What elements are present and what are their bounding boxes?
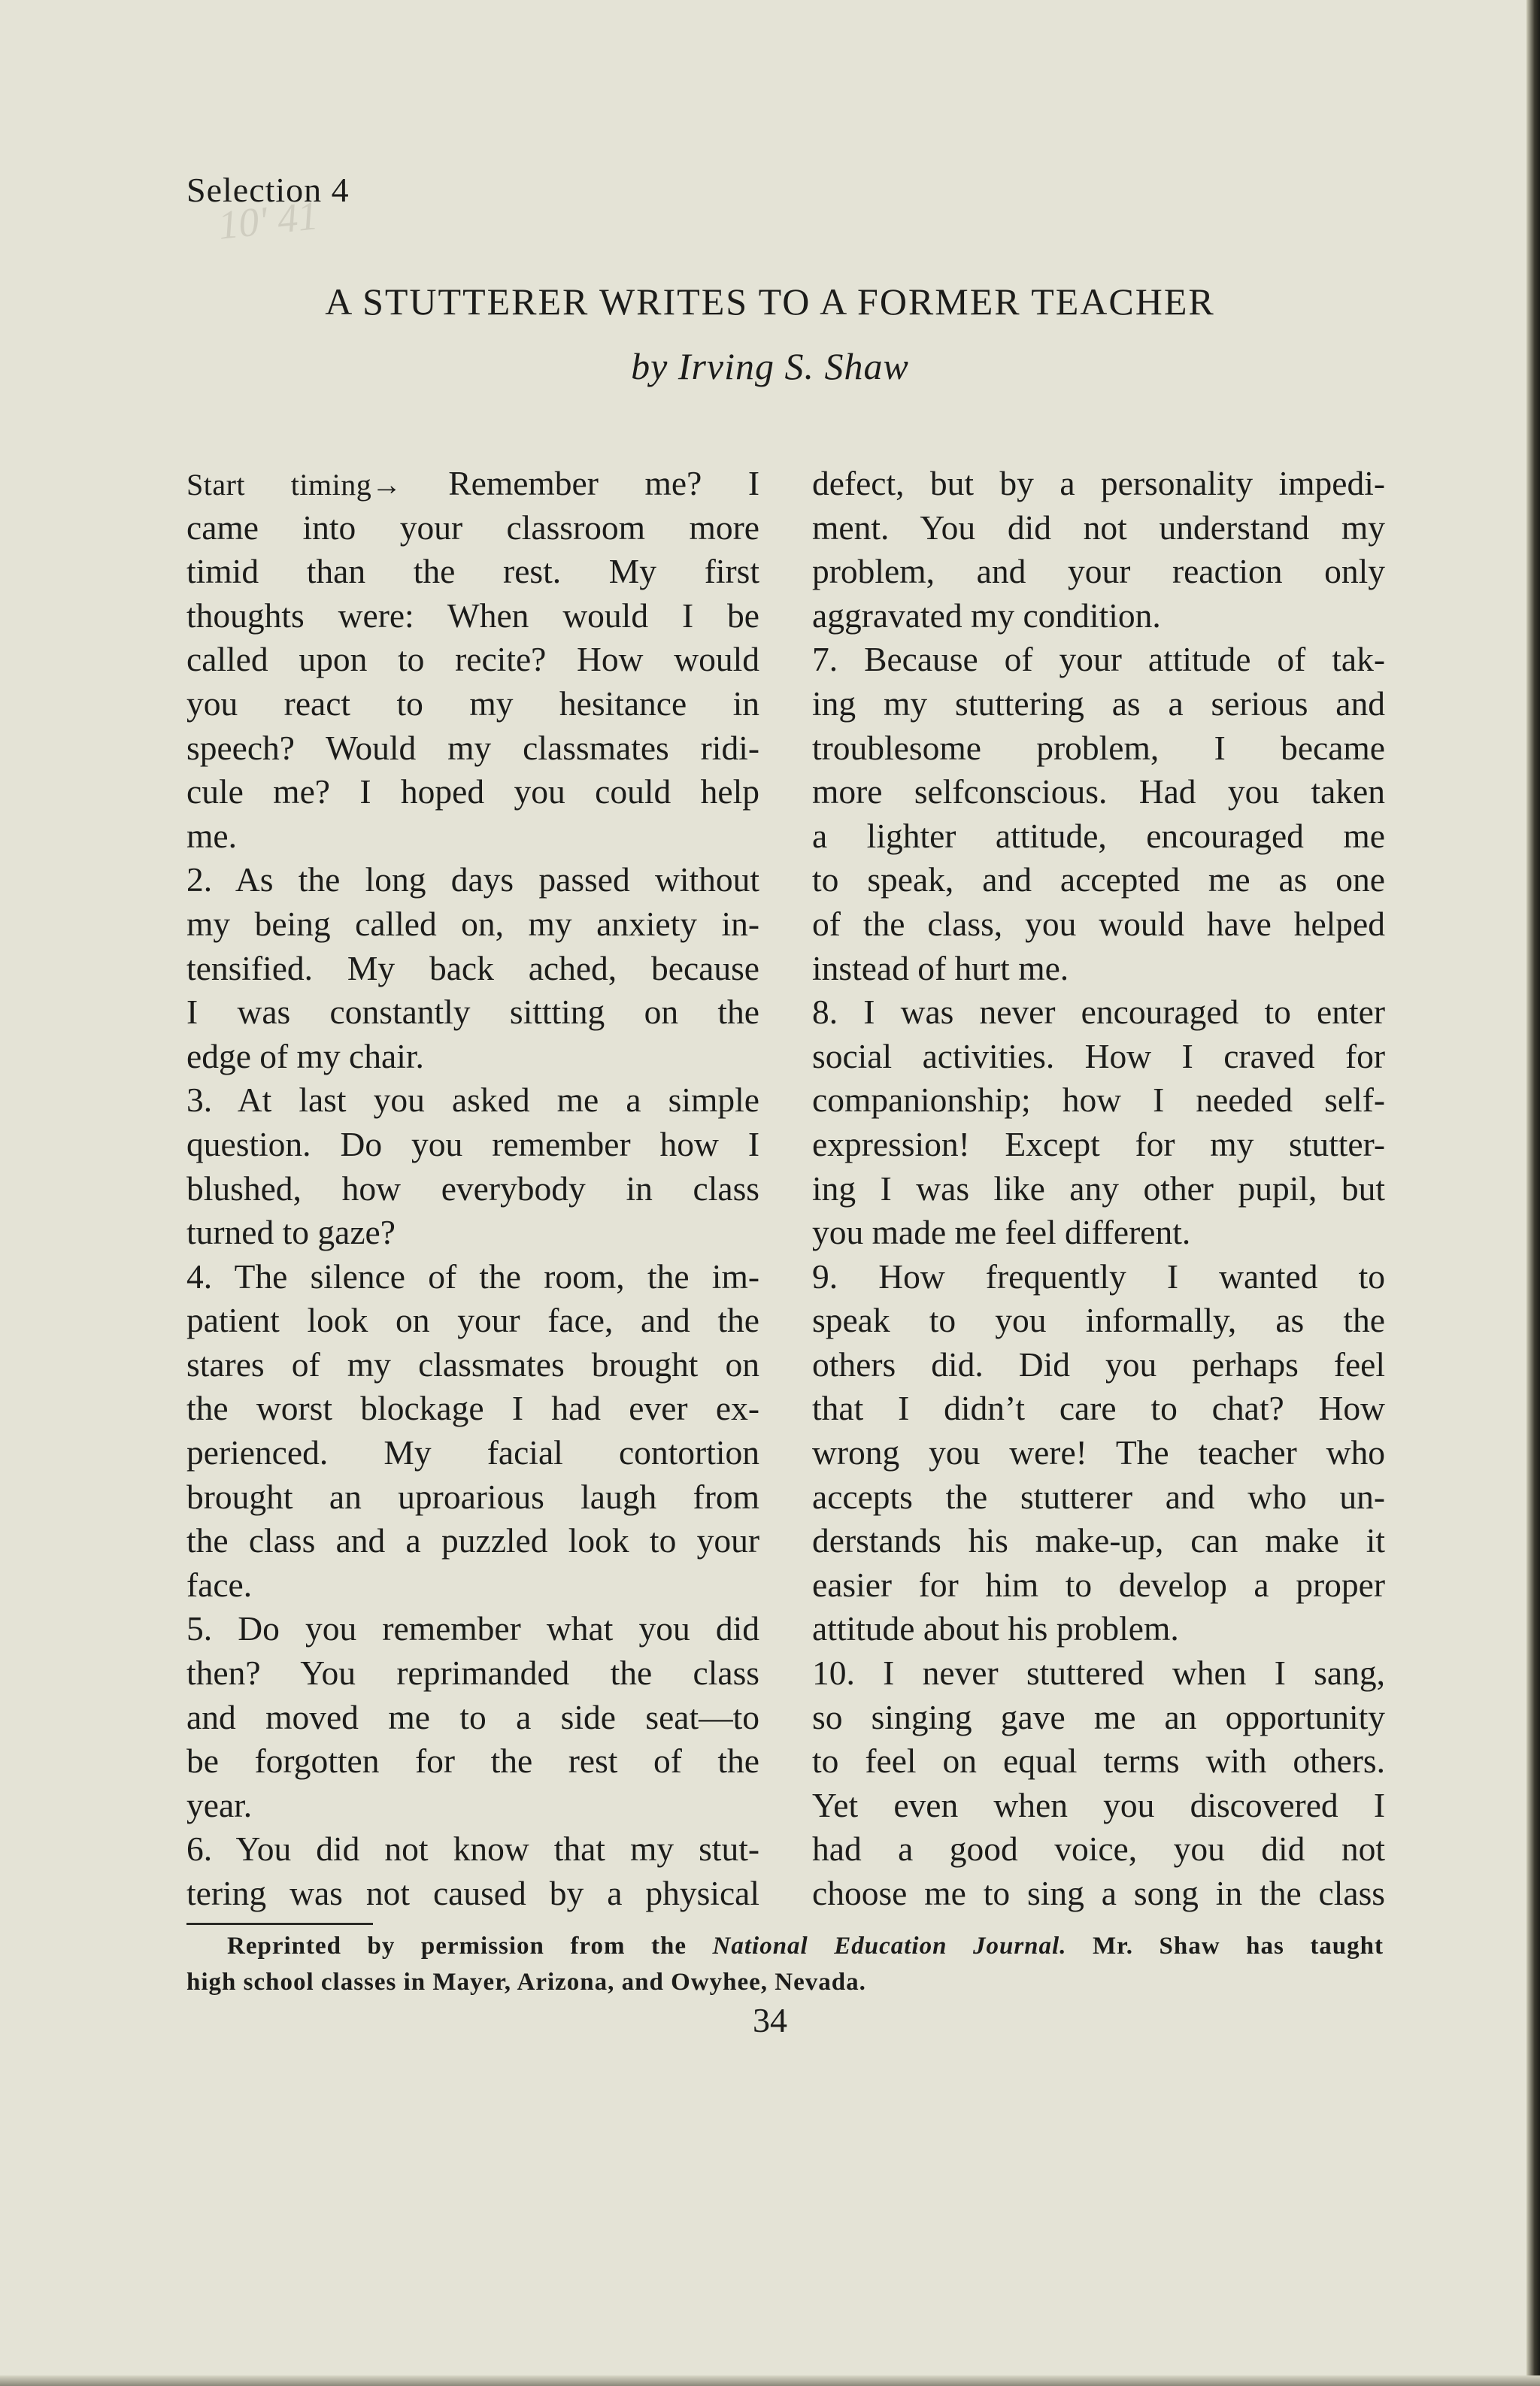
text-line: social activities. How I craved for bbox=[812, 1036, 1385, 1075]
text-line: patient look on your face, and the bbox=[186, 1301, 759, 1340]
text-line: cule me? I hoped you could help bbox=[186, 772, 759, 811]
text-line: ing my stuttering as a serious and bbox=[812, 684, 1385, 723]
text-line: my being called on, my anxiety in- bbox=[186, 904, 759, 943]
text-line: brought an uproarious laugh from bbox=[186, 1477, 759, 1516]
pencil-annotation: 10' 41 bbox=[216, 193, 320, 248]
text-line: then? You reprimanded the class bbox=[186, 1654, 759, 1693]
text-line: timid than the rest. My first bbox=[186, 552, 759, 591]
text-line: 3. At last you asked me a simple bbox=[186, 1081, 759, 1120]
text-line: aggravated my condition. bbox=[812, 596, 1161, 635]
page-bottom-edge bbox=[0, 2375, 1540, 2386]
text-line: edge of my chair. bbox=[186, 1036, 424, 1075]
article-byline: by Irving S. Shaw bbox=[631, 345, 909, 387]
text-line: 2. As the long days passed without bbox=[186, 860, 759, 899]
text-line: turned to gaze? bbox=[186, 1213, 396, 1252]
text-line: and moved me to a side seat—to bbox=[186, 1697, 759, 1736]
text-line: perienced. My facial contortion bbox=[186, 1433, 759, 1472]
text-line: face. bbox=[186, 1565, 253, 1604]
text-line: a lighter attitude, encouraged me bbox=[812, 816, 1385, 855]
text-line: to speak, and accepted me as one bbox=[812, 860, 1385, 899]
text-line: the class and a puzzled look to your bbox=[186, 1521, 759, 1560]
text-line: 4. The silence of the room, the im- bbox=[186, 1257, 759, 1296]
text-line: that I didn’t care to chat? How bbox=[812, 1389, 1385, 1428]
journal-name: National Education Journal. bbox=[712, 1933, 1067, 1960]
text-line: to feel on equal terms with others. bbox=[812, 1742, 1385, 1781]
text-line: ing I was like any other pupil, but bbox=[812, 1169, 1385, 1208]
text-line: Start timing→ Remember me? I bbox=[186, 464, 759, 502]
text-line: 10. I never stuttered when I sang, bbox=[812, 1654, 1385, 1693]
text-line: me. bbox=[186, 816, 237, 855]
text-line: came into your classroom more bbox=[186, 508, 759, 547]
footnote bbox=[186, 1928, 1384, 2000]
article-title: A STUTTERER WRITES TO A FORMER TEACHER bbox=[325, 280, 1215, 323]
text-line: 8. I was never encouraged to enter bbox=[812, 993, 1385, 1032]
text-line: instead of hurt me. bbox=[812, 948, 1069, 987]
text-line: the worst blockage I had ever ex- bbox=[186, 1389, 759, 1428]
text-line: be forgotten for the rest of the bbox=[186, 1742, 759, 1781]
text-line: defect, but by a personality impedi- bbox=[812, 464, 1385, 502]
left-text-column bbox=[186, 462, 759, 1916]
text-line: called upon to recite? How would bbox=[186, 640, 759, 679]
text-line: derstands his make-up, can make it bbox=[812, 1521, 1385, 1560]
text-line: thoughts were: When would I be bbox=[186, 596, 759, 635]
text-line: 9. How frequently I wanted to bbox=[812, 1257, 1385, 1296]
text-line: attitude about his problem. bbox=[812, 1609, 1179, 1648]
footnote-line-1: Reprinted by permission from the National Education Journal. Mr. Shaw has taught bbox=[227, 1933, 1384, 1960]
text-line: wrong you were! The teacher who bbox=[812, 1433, 1385, 1472]
text-line: tensified. My back ached, because bbox=[186, 948, 759, 987]
text-line: choose me to sing a song in the class bbox=[812, 1874, 1385, 1912]
footnote-line-2: high school classes in Mayer, Arizona, and Owyhee, Nevada. bbox=[186, 1969, 866, 1996]
text-line: I was constantly sittting on the bbox=[186, 993, 759, 1032]
text-line: easier for him to develop a proper bbox=[812, 1565, 1385, 1604]
text-line: of the class, you would have helped bbox=[812, 904, 1385, 943]
text-line: accepts the stutterer and who un- bbox=[812, 1477, 1385, 1516]
selection-label: Selection 4 bbox=[186, 171, 350, 209]
footnote-rule bbox=[186, 1923, 373, 1925]
page-edge-shadow bbox=[1526, 0, 1540, 2386]
text-line: Yet even when you discovered I bbox=[812, 1785, 1385, 1824]
text-line: others did. Did you perhaps feel bbox=[812, 1345, 1385, 1384]
text-line: problem, and your reaction only bbox=[812, 552, 1385, 591]
start-timing-marker: Start timing→ bbox=[186, 468, 402, 502]
text-line: troublesome problem, I became bbox=[812, 728, 1385, 767]
text-line: so singing gave me an opportunity bbox=[812, 1697, 1385, 1736]
text-line: more selfconscious. Had you taken bbox=[812, 772, 1385, 811]
text-line: had a good voice, you did not bbox=[812, 1830, 1385, 1869]
text-line: 7. Because of your attitude of tak- bbox=[812, 640, 1385, 679]
text-line: year. bbox=[186, 1785, 253, 1824]
text-line: you made me feel different. bbox=[812, 1213, 1191, 1252]
text-line: speak to you informally, as the bbox=[812, 1301, 1385, 1340]
text-line: tering was not caused by a physical bbox=[186, 1874, 759, 1912]
text-line: speech? Would my classmates ridi- bbox=[186, 728, 759, 767]
text-line: stares of my classmates brought on bbox=[186, 1345, 759, 1384]
text-line: 6. You did not know that my stut- bbox=[186, 1830, 759, 1869]
text-line: you react to my hesitance in bbox=[186, 684, 759, 723]
text-line: 5. Do you remember what you did bbox=[186, 1609, 759, 1648]
text-line: companionship; how I needed self- bbox=[812, 1081, 1385, 1120]
text-line: question. Do you remember how I bbox=[186, 1124, 759, 1163]
page-number: 34 bbox=[753, 2001, 787, 2039]
text-line: blushed, how everybody in class bbox=[186, 1169, 759, 1208]
right-text-column bbox=[812, 462, 1385, 1916]
text-line: ment. You did not understand my bbox=[812, 508, 1385, 547]
text-line: expression! Except for my stutter- bbox=[812, 1124, 1385, 1163]
